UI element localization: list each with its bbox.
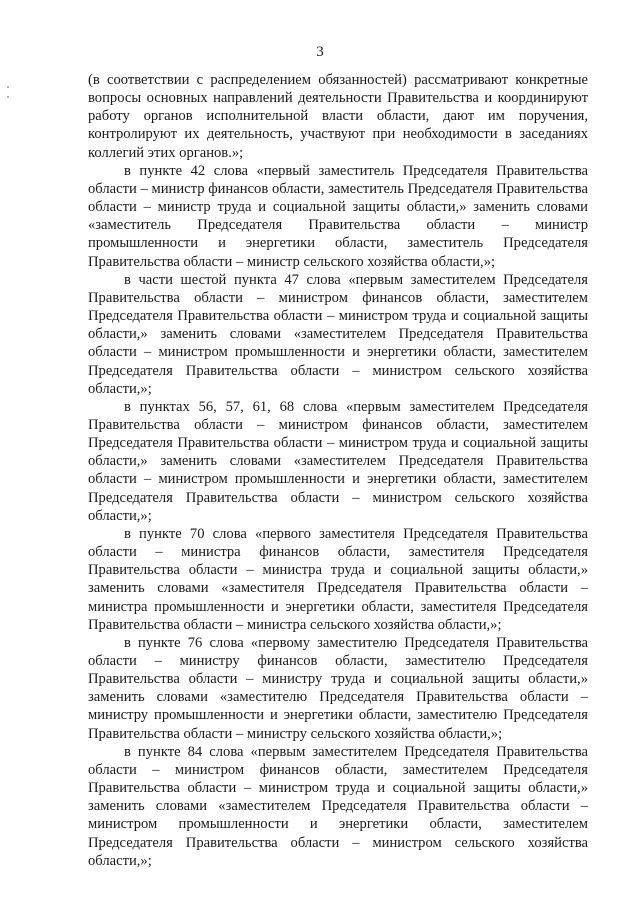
- scan-margin-mark: [7, 96, 9, 98]
- paragraph-point-84: в пункте 84 слова «первым заместителем Председателя Правительства области – министром финансов области, заместителем Председателя Правительства области – министром труда и социальной защиты области,» заменить словами «заместителем Председателя Правительства области – министром промышленности и энергетики области, заместителем Председателя Правительства области – министром сельского хозяйства области,»;: [88, 743, 588, 869]
- paragraph-point-42: в пункте 42 слова «первый заместитель Председателя Правительства области – министр финансов области, заместитель Председателя Правительства области – министр труда и социальной защиты области,» заменить словами «заместитель Председателя Правительства области – министр промышленности и энергетики области, заместитель Председателя Правительства области – министр сельского хозяйства области,»;: [88, 162, 588, 270]
- paragraph-point-70: в пункте 70 слова «первого заместителя Председателя Правительства области – министра финансов области, заместителя Председателя Правительства области – министра труда и социальной защиты области,» заменить словами «заместителя Председателя Правительства области – министра промышленности и энергетики области, заместителя Председателя Правительства области – министра сельского хозяйства области,»;: [88, 525, 588, 633]
- paragraph-point-76: в пункте 76 слова «первому заместителю Председателя Правительства области – министру финансов области, заместителю Председателя Правительства области – министру труда и социальной защиты области,» заменить словами «заместителю Председателя Правительства области – министру промышленности и энергетики области, заместителю Председателя Правительства области – министру сельского хозяйства области,»;: [88, 634, 588, 742]
- document-body: [88, 71, 588, 870]
- paragraph-point-47: в части шестой пункта 47 слова «первым заместителем Председателя Правительства области – министром финансов области, заместителем Председателя Правительства области – министром труда и социальной защиты области,» заменить словами «заместителем Председателя Правительства области – министром промышленности и энергетики области, заместителем Председателя Правительства области – министром сельского хозяйства области,»;: [88, 271, 588, 397]
- scan-margin-mark: [7, 86, 9, 88]
- page-number: 3: [316, 44, 324, 60]
- paragraph-points-56-57-61-68: в пунктах 56, 57, 61, 68 слова «первым заместителем Председателя Правительства области – министром финансов области, заместителем Председателя Правительства области – министром труда и социальной защиты области,» заменить словами «заместителем Председателя Правительства области – министром промышленности и энергетики области, заместителем Председателя Правительства области – министром сельского хозяйства области,»;: [88, 398, 588, 524]
- paragraph-continuation: (в соответствии с распределением обязанностей) рассматривают конкретные вопросы основных направлений деятельности Правительства и координируют работу органов исполнительной власти области, дают им поручения, контролируют их деятельность, участвуют при необходимости в заседаниях коллегий этих органов.»;: [88, 72, 588, 161]
